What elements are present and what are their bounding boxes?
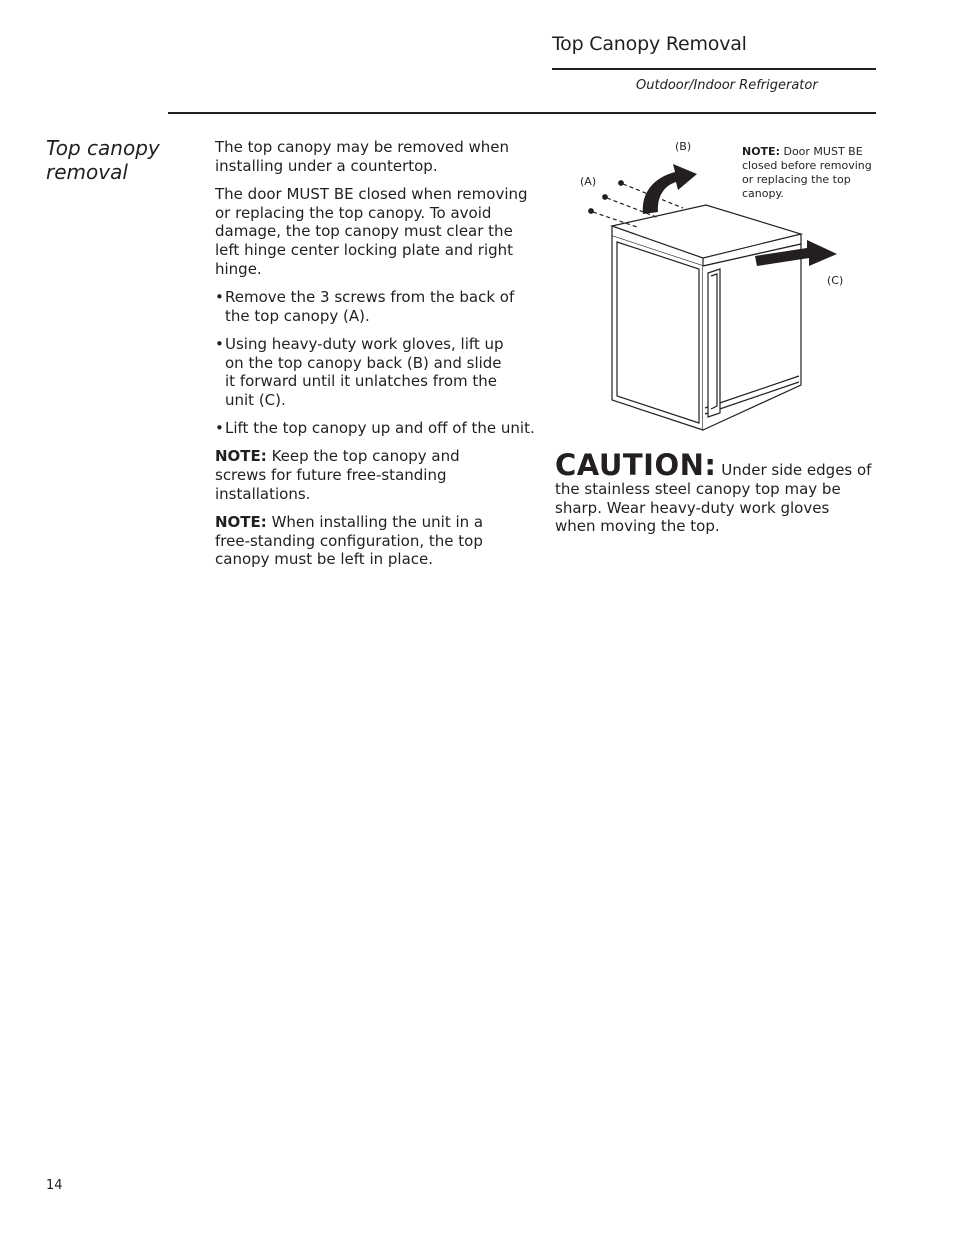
list-item-text: Lift the top canopy up and off of the unit. [225, 419, 535, 438]
screw-icon [619, 181, 624, 186]
instructions-column [215, 138, 540, 579]
intro-paragraph: The top canopy may be removed when installing under a countertop. [215, 138, 510, 175]
door-warning-paragraph: The door MUST BE closed when removing or replacing the top canopy. To avoid damage, the top canopy must clear the left hinge center locking plate and right hinge. [215, 184, 528, 278]
note-label: NOTE: [215, 512, 267, 531]
header-rule-short [552, 68, 876, 70]
list-item-text: Using heavy-duty work gloves, lift up on the top canopy back (B) and slide it forward until it unlatches from the unit (C). [225, 334, 504, 409]
bullet-icon: • [215, 334, 224, 353]
lift-arrow-icon [643, 164, 697, 214]
caution-word: CAUTION: [555, 448, 717, 482]
screw-icon [603, 195, 608, 200]
list-item [215, 419, 540, 438]
list-item [215, 335, 540, 410]
door-handle [708, 269, 720, 417]
note-free-standing [215, 513, 515, 569]
section-heading-line1: Top canopy [46, 136, 160, 160]
note-text: Keep the top canopy and screws for future free-standing installations. [215, 447, 460, 503]
note-text: When installing the unit in a free-standing configuration, the top canopy must be left in place. [215, 512, 484, 569]
section-heading-line2: removal [46, 160, 128, 184]
figure-note [742, 145, 872, 201]
page-header-title: Top Canopy Removal [552, 33, 747, 55]
bullet-icon: • [215, 287, 224, 306]
list-item-text: Remove the 3 screws from the back of the top canopy (A). [225, 287, 515, 325]
list-item [215, 288, 540, 325]
figure-label-c: (C) [827, 274, 844, 287]
header-rule-long [168, 112, 876, 114]
page-number: 14 [46, 1178, 63, 1193]
note-keep-canopy [215, 447, 515, 503]
note-label: NOTE: [215, 447, 267, 466]
section-heading [46, 136, 160, 184]
figure-note-label: NOTE: [742, 145, 780, 158]
screw-icon [589, 209, 594, 214]
bullet-icon: • [215, 419, 224, 438]
page-header-subtitle: Outdoor/Indoor Refrigerator [636, 78, 818, 93]
figure-label-a: (A) [580, 175, 597, 188]
figure-note-text: Door MUST BE closed before removing or replacing the top canopy. [742, 145, 872, 200]
figure-label-b: (B) [675, 140, 692, 153]
caution-block [555, 450, 873, 536]
caution-text: Under side edges of the stainless steel canopy top may be sharp. Wear heavy-duty work gloves when moving the top. [555, 461, 872, 536]
cabinet-front [612, 236, 703, 430]
